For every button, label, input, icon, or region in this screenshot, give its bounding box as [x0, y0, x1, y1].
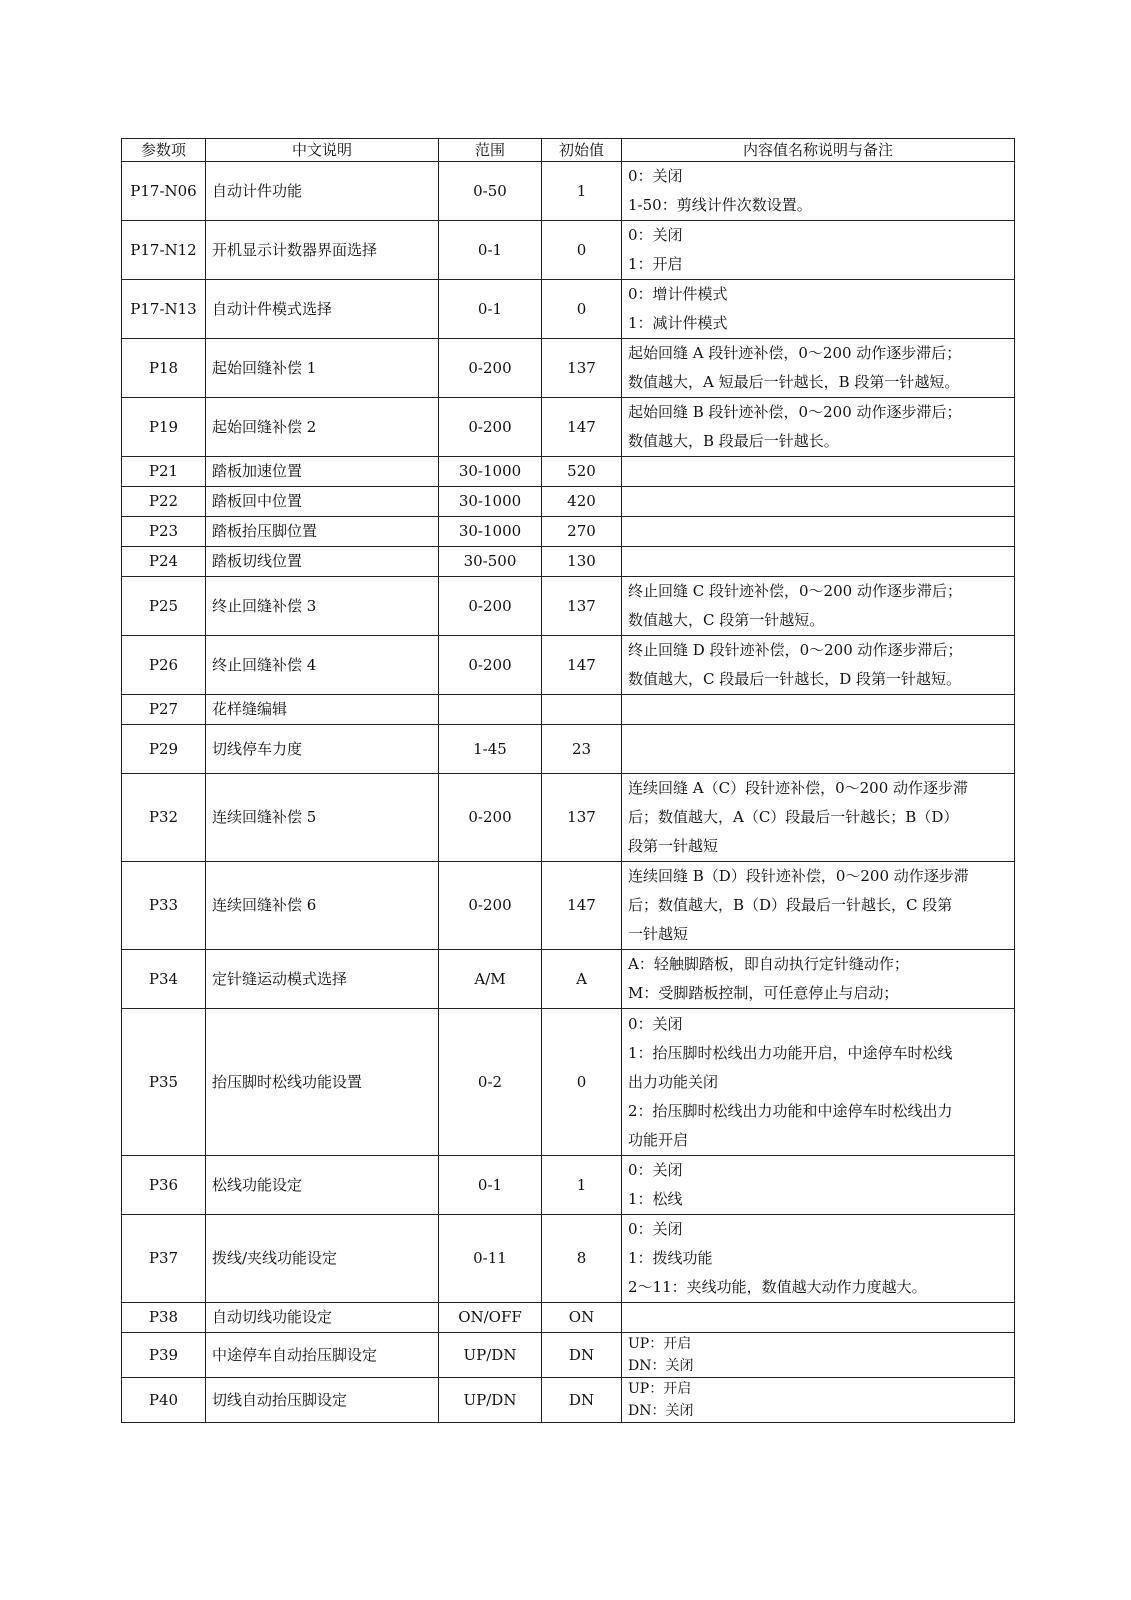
- param-range-cell: [439, 695, 542, 725]
- param-description-cell: 踏板抬压脚位置: [206, 517, 439, 547]
- note-line: 连续回缝 B（D）段针迹补偿，0～200 动作逐步滞: [628, 867, 969, 885]
- table-row: [122, 577, 1015, 636]
- param-description-cell: 自动计件功能: [206, 162, 439, 221]
- note-line: 0：关闭: [628, 1014, 683, 1033]
- note-line: A：轻触脚踏板，即自动执行定针缝动作；: [628, 955, 909, 973]
- param-notes-cell: [622, 725, 1015, 774]
- param-notes-cell: [622, 950, 1015, 1009]
- param-notes-cell: [622, 862, 1015, 950]
- parameter-table: [121, 138, 1015, 1423]
- param-range-cell: 0-200: [439, 339, 542, 398]
- param-description-cell: 起始回缝补偿 2: [206, 398, 439, 457]
- param-range-cell: 0-50: [439, 162, 542, 221]
- param-description-cell: 定针缝运动模式选择: [206, 950, 439, 1009]
- table-row: [122, 487, 1015, 517]
- param-initial-value-cell: 147: [542, 636, 622, 695]
- note-line: 0：关闭: [628, 226, 683, 244]
- param-description-cell: 开机显示计数器界面选择: [206, 221, 439, 280]
- param-description-cell: 起始回缝补偿 1: [206, 339, 439, 398]
- param-initial-value-cell: 0: [542, 221, 622, 280]
- param-initial-value-cell: 0: [542, 1009, 622, 1156]
- table-row: [122, 1378, 1015, 1423]
- note-line: 0：增计件模式: [628, 285, 728, 303]
- note-line: 功能开启: [628, 1130, 689, 1149]
- param-initial-value-cell: 147: [542, 862, 622, 950]
- param-range-cell: 30-1000: [439, 517, 542, 547]
- header-notes: 内容值名称说明与备注: [622, 139, 1015, 162]
- note-line: 终止回缝 D 段针迹补偿，0～200 动作逐步滞后；: [628, 641, 963, 659]
- param-initial-value-cell: DN: [542, 1378, 622, 1423]
- param-description-cell: 连续回缝补偿 5: [206, 774, 439, 862]
- note-line: DN：关闭: [628, 1358, 694, 1374]
- param-initial-value-cell: 137: [542, 577, 622, 636]
- table-row: [122, 221, 1015, 280]
- param-range-cell: A/M: [439, 950, 542, 1009]
- param-initial-value-cell: 1: [542, 1156, 622, 1215]
- param-code-cell: P17-N06: [122, 162, 206, 221]
- param-range-cell: UP/DN: [439, 1333, 542, 1378]
- note-line: M：受脚踏板控制，可任意停止与启动；: [628, 984, 899, 1002]
- param-range-cell: 0-200: [439, 398, 542, 457]
- table-row: [122, 774, 1015, 862]
- table-row: [122, 457, 1015, 487]
- table-row: [122, 547, 1015, 577]
- param-code-cell: P29: [122, 725, 206, 774]
- param-notes-cell: [622, 1303, 1015, 1333]
- note-line: 1：松线: [628, 1190, 683, 1208]
- param-notes-cell: [622, 221, 1015, 280]
- param-description-cell: 抬压脚时松线功能设置: [206, 1009, 439, 1156]
- param-initial-value-cell: [542, 695, 622, 725]
- note-line: DN：关闭: [628, 1403, 694, 1419]
- param-notes-cell: [622, 162, 1015, 221]
- param-code-cell: P39: [122, 1333, 206, 1378]
- param-range-cell: 1-45: [439, 725, 542, 774]
- param-notes-cell: [622, 517, 1015, 547]
- param-code-cell: P21: [122, 457, 206, 487]
- param-description-cell: 自动切线功能设定: [206, 1303, 439, 1333]
- param-range-cell: 0-2: [439, 1009, 542, 1156]
- param-code-cell: P17-N12: [122, 221, 206, 280]
- param-code-cell: P19: [122, 398, 206, 457]
- param-initial-value-cell: 420: [542, 487, 622, 517]
- param-range-cell: 0-1: [439, 1156, 542, 1215]
- note-line: 数值越大，C 段最后一针越长，D 段第一针越短。: [628, 670, 962, 688]
- param-code-cell: P35: [122, 1009, 206, 1156]
- param-notes-cell: [622, 1156, 1015, 1215]
- param-code-cell: P25: [122, 577, 206, 636]
- param-code-cell: P26: [122, 636, 206, 695]
- param-description-cell: 切线停车力度: [206, 725, 439, 774]
- table-row: [122, 636, 1015, 695]
- param-range-cell: 0-200: [439, 636, 542, 695]
- note-line: 2～11：夹线功能，数值越大动作力度越大。: [628, 1278, 927, 1296]
- param-notes-cell: [622, 457, 1015, 487]
- parameter-table-body: [122, 162, 1015, 1423]
- param-initial-value-cell: A: [542, 950, 622, 1009]
- param-notes-cell: [622, 577, 1015, 636]
- param-description-cell: 踏板加速位置: [206, 457, 439, 487]
- table-row: [122, 950, 1015, 1009]
- param-notes-cell: [622, 1333, 1015, 1378]
- note-line: 连续回缝 A（C）段针迹补偿，0～200 动作逐步滞: [628, 779, 969, 797]
- param-description-cell: 中途停车自动抬压脚设定: [206, 1333, 439, 1378]
- param-range-cell: 0-200: [439, 862, 542, 950]
- param-notes-cell: [622, 339, 1015, 398]
- note-line: UP：开启: [628, 1336, 692, 1352]
- param-description-cell: 花样缝编辑: [206, 695, 439, 725]
- table-row: [122, 162, 1015, 221]
- note-line: 0：关闭: [628, 1161, 683, 1179]
- note-line: 终止回缝 C 段针迹补偿，0～200 动作逐步滞后；: [628, 582, 962, 600]
- param-code-cell: P22: [122, 487, 206, 517]
- note-line: 起始回缝 B 段针迹补偿，0～200 动作逐步滞后；: [628, 403, 962, 421]
- param-code-cell: P36: [122, 1156, 206, 1215]
- note-line: 1：开启: [628, 255, 683, 273]
- param-code-cell: P38: [122, 1303, 206, 1333]
- table-row: [122, 1303, 1015, 1333]
- param-range-cell: 30-1000: [439, 457, 542, 487]
- table-row: [122, 1156, 1015, 1215]
- param-notes-cell: [622, 774, 1015, 862]
- table-row: [122, 398, 1015, 457]
- param-range-cell: 0-11: [439, 1215, 542, 1303]
- param-notes-cell: [622, 1215, 1015, 1303]
- header-row: [122, 139, 1015, 162]
- note-line: 后；数值越大，B（D）段最后一针越长，C 段第: [628, 896, 953, 914]
- param-description-cell: 松线功能设定: [206, 1156, 439, 1215]
- note-line: UP：开启: [628, 1381, 692, 1397]
- param-code-cell: P23: [122, 517, 206, 547]
- param-notes-cell: [622, 636, 1015, 695]
- param-notes-cell: [622, 1009, 1015, 1156]
- param-description-cell: 切线自动抬压脚设定: [206, 1378, 439, 1423]
- param-range-cell: 0-1: [439, 280, 542, 339]
- header-description: 中文说明: [206, 139, 439, 162]
- param-range-cell: 30-500: [439, 547, 542, 577]
- table-row: [122, 1215, 1015, 1303]
- param-description-cell: 踏板切线位置: [206, 547, 439, 577]
- param-description-cell: 连续回缝补偿 6: [206, 862, 439, 950]
- param-code-cell: P24: [122, 547, 206, 577]
- note-line: 出力功能关闭: [628, 1072, 719, 1091]
- param-notes-cell: [622, 280, 1015, 339]
- param-description-cell: 踏板回中位置: [206, 487, 439, 517]
- note-line: 数值越大，B 段最后一针越长。: [628, 432, 839, 450]
- note-line: 1：减计件模式: [628, 314, 728, 332]
- param-notes-cell: [622, 695, 1015, 725]
- table-row: [122, 1009, 1015, 1156]
- note-line: 一针越短: [628, 925, 689, 943]
- note-line: 数值越大，C 段第一针越短。: [628, 611, 825, 629]
- param-notes-cell: [622, 1378, 1015, 1423]
- param-code-cell: P17-N13: [122, 280, 206, 339]
- param-notes-cell: [622, 398, 1015, 457]
- table-row: [122, 862, 1015, 950]
- header-range: 范围: [439, 139, 542, 162]
- param-initial-value-cell: 8: [542, 1215, 622, 1303]
- param-range-cell: 0-200: [439, 774, 542, 862]
- param-description-cell: 自动计件模式选择: [206, 280, 439, 339]
- table-row: [122, 517, 1015, 547]
- param-notes-cell: [622, 487, 1015, 517]
- param-code-cell: P34: [122, 950, 206, 1009]
- param-initial-value-cell: 137: [542, 774, 622, 862]
- param-initial-value-cell: 147: [542, 398, 622, 457]
- header-code: 参数项: [122, 139, 206, 162]
- note-line: 起始回缝 A 段针迹补偿，0～200 动作逐步滞后；: [628, 344, 962, 362]
- table-row: [122, 725, 1015, 774]
- note-line: 1：抬压脚时松线出力功能开启，中途停车时松线: [628, 1043, 953, 1062]
- param-code-cell: P40: [122, 1378, 206, 1423]
- table-row: [122, 695, 1015, 725]
- param-range-cell: 0-200: [439, 577, 542, 636]
- note-line: 数值越大，A 短最后一针越长，B 段第一针越短。: [628, 373, 960, 391]
- param-range-cell: 30-1000: [439, 487, 542, 517]
- param-initial-value-cell: 137: [542, 339, 622, 398]
- param-description-cell: 拨线/夹线功能设定: [206, 1215, 439, 1303]
- param-notes-cell: [622, 547, 1015, 577]
- param-code-cell: P32: [122, 774, 206, 862]
- table-row: [122, 280, 1015, 339]
- note-line: 1-50：剪线计件次数设置。: [628, 196, 812, 214]
- param-description-cell: 终止回缝补偿 4: [206, 636, 439, 695]
- param-initial-value-cell: 0: [542, 280, 622, 339]
- param-initial-value-cell: 130: [542, 547, 622, 577]
- note-line: 后；数值越大，A（C）段最后一针越长；B（D）: [628, 808, 959, 826]
- param-initial-value-cell: 270: [542, 517, 622, 547]
- note-line: 1：拨线功能: [628, 1249, 713, 1267]
- table-row: [122, 339, 1015, 398]
- note-line: 段第一针越短: [628, 837, 719, 855]
- note-line: 0：关闭: [628, 167, 683, 185]
- note-line: 0：关闭: [628, 1220, 683, 1238]
- header-initial-value: 初始值: [542, 139, 622, 162]
- note-line: 2：抬压脚时松线出力功能和中途停车时松线出力: [628, 1101, 953, 1120]
- param-initial-value-cell: 23: [542, 725, 622, 774]
- param-code-cell: P27: [122, 695, 206, 725]
- param-code-cell: P33: [122, 862, 206, 950]
- param-initial-value-cell: 520: [542, 457, 622, 487]
- param-code-cell: P37: [122, 1215, 206, 1303]
- param-code-cell: P18: [122, 339, 206, 398]
- param-description-cell: 终止回缝补偿 3: [206, 577, 439, 636]
- param-initial-value-cell: ON: [542, 1303, 622, 1333]
- param-initial-value-cell: DN: [542, 1333, 622, 1378]
- param-initial-value-cell: 1: [542, 162, 622, 221]
- param-range-cell: 0-1: [439, 221, 542, 280]
- param-range-cell: ON/OFF: [439, 1303, 542, 1333]
- param-range-cell: UP/DN: [439, 1378, 542, 1423]
- table-row: [122, 1333, 1015, 1378]
